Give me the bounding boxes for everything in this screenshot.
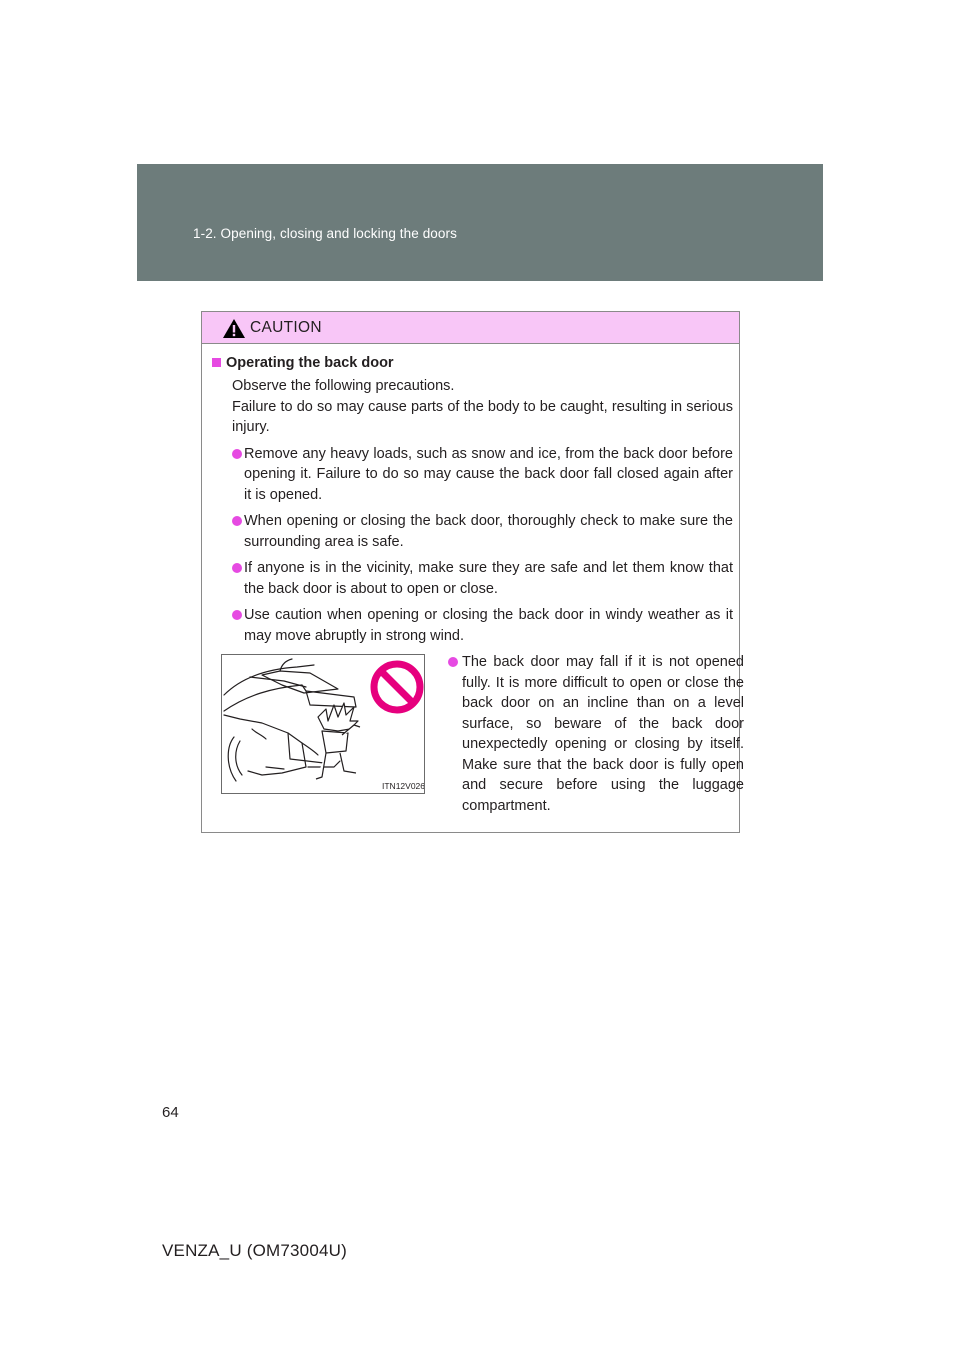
square-bullet-icon — [212, 358, 221, 367]
list-item: When opening or closing the back door, thoroughly check to make sure the surrounding area is safe. — [232, 511, 733, 552]
car-back-door-icon — [222, 655, 424, 793]
bullet-dot-icon — [232, 449, 242, 459]
prohibition-icon — [374, 664, 420, 710]
caution-title: CAUTION — [250, 319, 322, 336]
intro-line-1: Observe the following precautions. Failure to do so may cause parts of the body to be caught, resulting in serious injury. — [232, 378, 733, 435]
bullet-dot-icon — [448, 657, 458, 667]
document-code: VENZA_U (OM73004U) — [162, 1241, 347, 1260]
section-title: 1-2. Opening, closing and locking the doors — [193, 226, 457, 241]
bullet-dot-icon — [232, 563, 242, 573]
caution-body — [202, 344, 739, 646]
list-item: Use caution when opening or closing the back door in windy weather as it may move abruptly in strong wind. — [232, 605, 733, 646]
back-door-illustration — [221, 654, 425, 794]
caution-heading: Operating the back door — [212, 354, 733, 373]
illustration-code: ITN12V026 — [382, 781, 424, 791]
header-band — [137, 164, 823, 281]
caution-bullet-list — [212, 444, 733, 647]
bullet-dot-icon — [232, 610, 242, 620]
caution-intro — [232, 376, 733, 438]
bullet-dot-icon — [232, 516, 242, 526]
side-note: The back door may fall if it is not opened fully. It is more difficult to open or close the back door on an incline than on a level surface, so beware of the back door unexpectedly opening or closing by itself. Make sure that the back door is fully open and secure before using the luggage compartment. — [448, 652, 744, 816]
caution-box — [201, 311, 744, 833]
warning-triangle-icon — [222, 318, 246, 339]
caution-header — [202, 312, 739, 344]
page-number: 64 — [162, 1104, 179, 1121]
list-item: Remove any heavy loads, such as snow and ice, from the back door before opening it. Failure to do so may cause the back door fall closed again after it is opened. — [232, 444, 733, 506]
list-item: If anyone is in the vicinity, make sure they are safe and let them know that the back door is about to open or close. — [232, 558, 733, 599]
